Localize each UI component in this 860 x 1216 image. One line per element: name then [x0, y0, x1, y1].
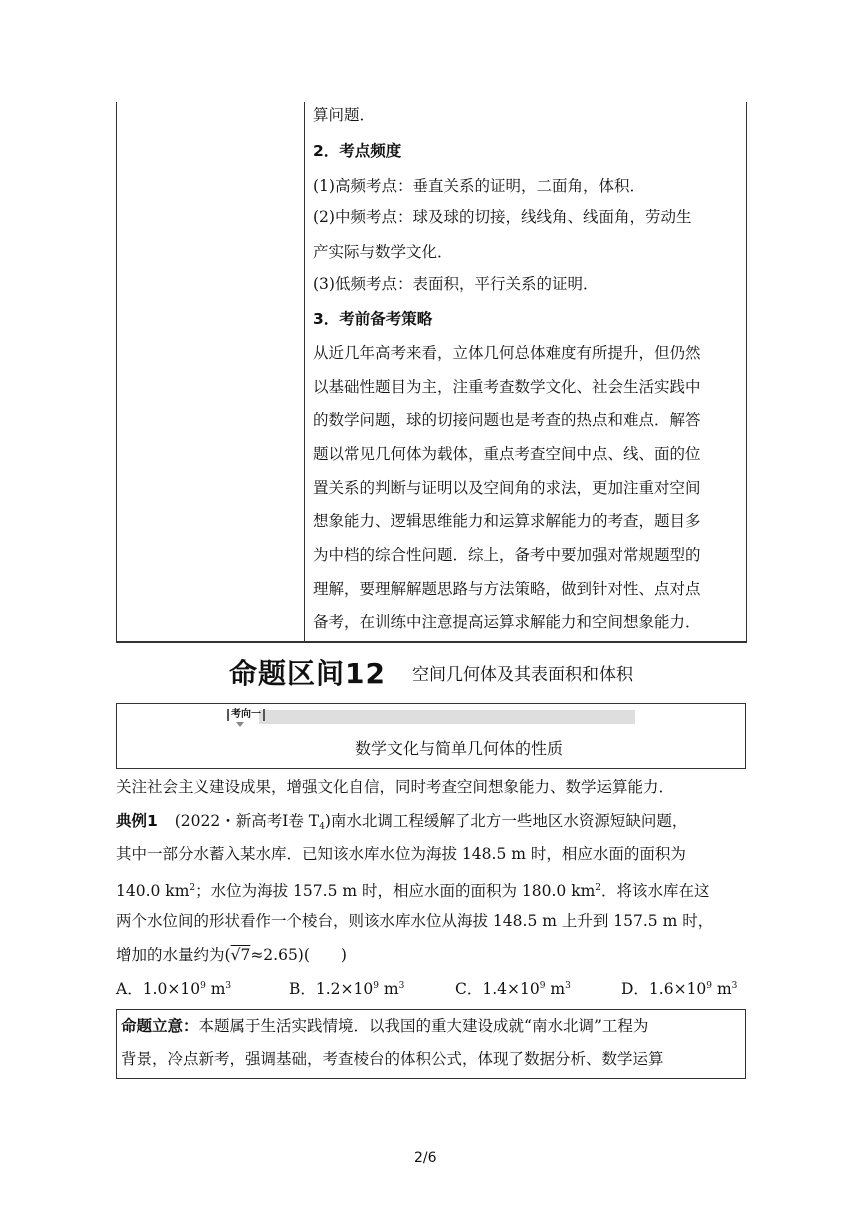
table-text-line: 产实际与数学文化．: [313, 243, 453, 261]
table-text-line: 以基础性题目为主，注重考查数学文化、社会生活实践中: [313, 378, 701, 396]
table-column-divider: [304, 102, 305, 642]
example-line-1: [116, 811, 687, 837]
table-text-line: 为中档的综合性问题．综上，备考中要加强对常规题型的: [313, 546, 701, 564]
table-text-line: (3)低频考点：表面积，平行关系的证明．: [313, 275, 599, 293]
table-text-line: 理解，要理解解题思路与方法策略，做到针对性、点对点: [313, 580, 701, 598]
table-text-line: 从近几年高考来看，立体几何总体难度有所提升，但仍然: [313, 344, 701, 362]
intent-line-2: 背景，冷点新考，强调基础，考查棱台的体积公式，体现了数据分析、数学运算: [121, 1050, 664, 1068]
intent-label: 命题立意：: [121, 1017, 199, 1035]
section-subtitle: 空间几何体及其表面积和体积: [412, 665, 633, 685]
option-a: A．$1.0\times 10^9$ $m^3$: [116, 980, 232, 998]
table-heading-frequency: 2．考点频度: [313, 142, 402, 160]
example-line-3: 140.0 $km^2$；水位为海拔 157.5 m 时，相应水面的面积为 180.0 $km^2$．将该水库在这: [116, 882, 710, 900]
table-text-line: 置关系的判断与证明以及空间角的求法，更加注重对空间: [313, 479, 701, 497]
page-number: 2/6: [414, 1150, 437, 1166]
topic-tag-pointer-icon: [236, 722, 244, 727]
table-text-line: 想象能力、逻辑思维能力和运算求解能力的考查，题目多: [313, 512, 701, 530]
topic-tag: 考向一: [227, 709, 265, 721]
example-line-4: 两个水位间的形状看作一个棱台，则该水库水位从海拔 148.5 m 上升到 157.5 m 时，: [116, 912, 714, 930]
intent-line-1: 命题立意：本题属于生活实践情境．以我国的重大建设成就“南水北调”工程为: [121, 1017, 649, 1035]
example-line-2: 其中一部分水蓄入某水库．已知该水库水位为海拔 148.5 m 时，相应水面的面积为: [116, 845, 686, 863]
table-text-line: 算问题．: [313, 106, 376, 124]
option-c: C．$1.4\times 10^9$ $m^3$: [455, 980, 571, 998]
topic-title: 数学文化与简单几何体的性质: [355, 739, 564, 758]
table-text-line: (2)中频考点：球及球的切接，线线角、线面角，劳动生: [313, 208, 692, 226]
intro-text: 关注社会主义建设成果，增强文化自信，同时考查空间想象能力、数学运算能力．: [116, 778, 675, 796]
table-text-line: 的数学问题，球的切接问题也是考查的热点和难点．解答: [313, 411, 701, 429]
example-source: (2022・新高考Ⅰ卷 $T_4$): [174, 812, 331, 832]
example-label: 典例1: [116, 812, 158, 830]
table-text-line: 备考，在训练中注意提高运算求解能力和空间想象能力．: [313, 613, 701, 631]
example-text: 南水北调工程缓解了北方一些地区水资源短缺问题，: [330, 812, 688, 830]
table-bottom-border: [117, 641, 746, 642]
option-b: B．$1.2\times 10^9$ $m^3$: [289, 980, 405, 998]
table-text-line: (1)高频考点：垂直关系的证明，二面角，体积．: [313, 177, 645, 195]
section-title: 命题区间12: [229, 657, 386, 690]
topic-header-bar: [259, 710, 635, 724]
example-line-5: 增加的水量约为(√7≈2.65)( ): [116, 946, 347, 964]
table-heading-strategy: 3．考前备考策略: [313, 310, 433, 328]
table-text-line: 题以常见几何体为载体，重点考查空间中点、线、面的位: [313, 445, 701, 463]
option-d: D．$1.6\times 10^9$ $m^3$: [621, 980, 738, 998]
